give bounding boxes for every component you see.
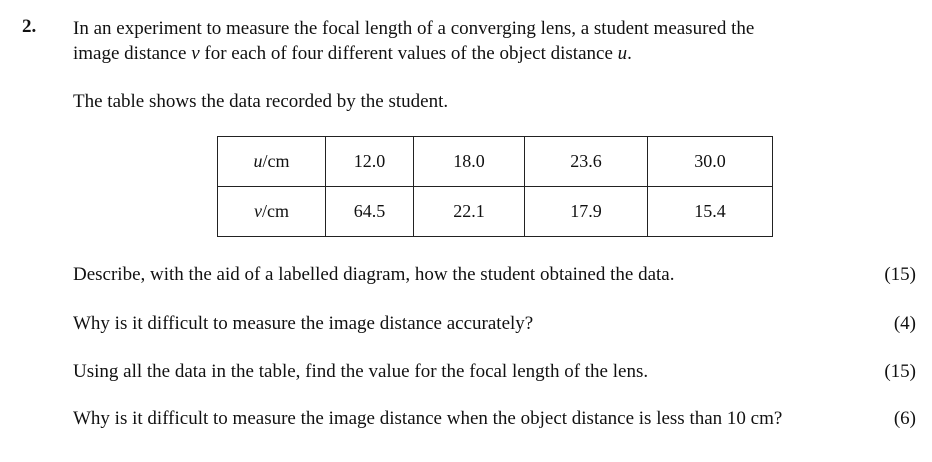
row-header-u: u/cm [218,137,326,187]
table-cell: 18.0 [414,137,525,187]
subquestion-marks: (6) [893,408,916,429]
question-number: 2. [22,16,37,37]
table-caption: The table shows the data recorded by the student. [73,91,449,112]
subquestion-text: Why is it difficult to measure the image distance when the object distance is less than 10 cm? [73,408,783,429]
subquestion-text: Why is it difficult to measure the image distance accurately? [73,313,534,334]
row-header-v: v/cm [218,187,326,237]
table-cell: 15.4 [648,187,773,237]
subquestion-marks: (15) [884,264,916,285]
subquestion-text: Using all the data in the table, find the value for the focal length of the lens. [73,361,649,382]
table-cell: 30.0 [648,137,773,187]
table-cell: 22.1 [414,187,525,237]
question-intro [73,16,873,66]
data-table [217,136,773,237]
subquestion-text: Describe, with the aid of a labelled diagram, how the student obtained the data. [73,264,675,285]
subquestion-marks: (15) [884,361,916,382]
variable-u: u [617,43,628,64]
subquestion-short-object-distance [73,406,916,432]
intro-line-2-start: image distance [73,43,192,64]
intro-line-2-end: . [627,43,632,64]
table-row-v [218,187,773,237]
subquestion-focal-length [73,359,916,385]
table-cell: 12.0 [326,137,414,187]
table-cell: 23.6 [525,137,648,187]
intro-line-2-middle: for each of four different values of the object distance [199,43,618,64]
subquestion-marks: (4) [893,313,916,334]
table-cell: 17.9 [525,187,648,237]
table-cell: 64.5 [326,187,414,237]
intro-line-2 [73,41,873,66]
subquestion-describe [73,262,916,288]
table-row-u [218,137,773,187]
variable-v: v [191,43,200,64]
intro-line-1: In an experiment to measure the focal length of a converging lens, a student measured the [73,18,755,39]
subquestion-difficulty [73,311,916,337]
